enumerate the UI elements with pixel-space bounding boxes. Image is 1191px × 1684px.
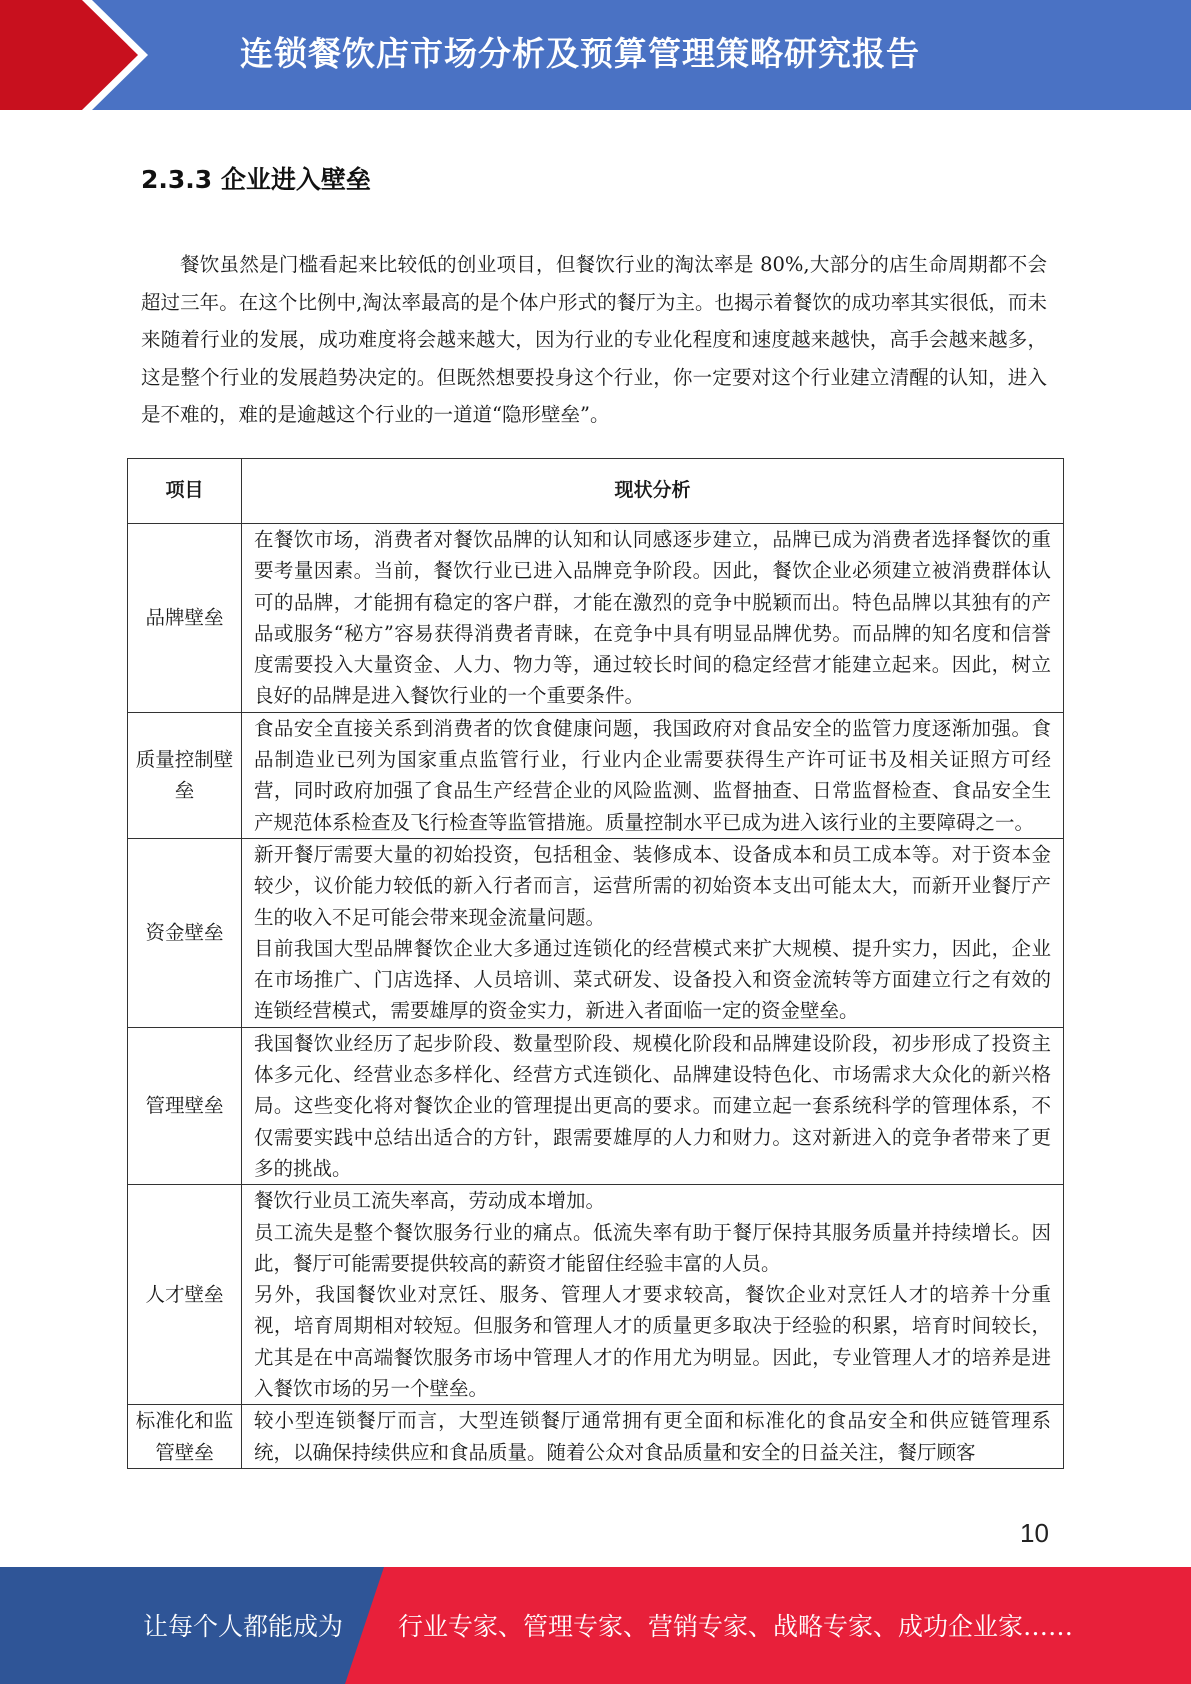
row-item-label: 标准化和监管壁垒 — [128, 1405, 242, 1469]
footer-slogan-right: 行业专家、管理专家、营销专家、战略专家、成功企业家…… — [398, 1612, 1074, 1641]
description-paragraph: 另外，我国餐饮业对烹饪、服务、管理人才要求较高，餐饮企业对烹饪人才的培养十分重视，培育周期相对较短。但服务和管理人才的质量更多取决于经验的积累，培育时间较长，尤其是在中高端餐饮服务市场中管理人才的作用尤为明显。因此，专业管理人才的培养是进入餐饮市场的另一个壁垒。 — [254, 1283, 1051, 1401]
row-description — [242, 1027, 1064, 1184]
table-header-row — [128, 459, 1064, 524]
table-row — [128, 1027, 1064, 1184]
row-description — [242, 1185, 1064, 1405]
table-row — [128, 1185, 1064, 1405]
row-item-label: 品牌壁垒 — [128, 524, 242, 713]
description-paragraph: 较小型连锁餐厅而言，大型连锁餐厅通常拥有更全面和标准化的食品安全和供应链管理系统，以确保持续供应和食品质量。随着公众对食品质量和安全的日益关注，餐厅顾客 — [254, 1409, 1051, 1464]
footer-slogan-left: 让每个人都能成为 — [143, 1612, 344, 1641]
page-number: 10 — [1020, 1518, 1049, 1548]
entry-barriers-table — [127, 458, 1064, 1469]
column-header-item: 项目 — [128, 459, 242, 524]
row-description — [242, 838, 1064, 1027]
description-paragraph: 我国餐饮业经历了起步阶段、数量型阶段、规模化阶段和品牌建设阶段，初步形成了投资主体多元化、经营业态多样化、经营方式连锁化、品牌建设特色化、市场需求大众化的新兴格局。这些变化将对餐饮企业的管理提出更高的要求。而建立起一套系统科学的管理体系，不仅需要实践中总结出适合的方针，跟需要雄厚的人力和财力。这对新进入的竞争者带来了更多的挑战。 — [254, 1031, 1051, 1180]
table-row — [128, 1405, 1064, 1469]
report-title: 连锁餐饮店市场分析及预算管理策略研究报告 — [240, 34, 920, 73]
intro-paragraph: 餐饮虽然是门槛看起来比较低的创业项目，但餐饮行业的淘汰率是 80%,大部分的店生命周期都不会超过三年。在这个比例中,淘汰率最高的是个体户形式的餐厅为主。也揭示着餐饮的成功率其实很低，而未来随着行业的发展，成功难度将会越来越大，因为行业的专业化程度和速度越来越快，高手会越来越多，这是整个行业的发展趋势决定的。但既然想要投身这个行业，你一定要对这个行业建立清醒的认知，进入是不难的，难的是逾越这个行业的一道道“隐形壁垒”。 — [141, 253, 1047, 426]
section-heading: 2.3.3 企业进入壁垒 — [141, 165, 371, 194]
row-item-label: 人才壁垒 — [128, 1185, 242, 1405]
header-banner — [0, 0, 1191, 110]
table-row — [128, 712, 1064, 838]
description-paragraph: 在餐饮市场，消费者对餐饮品牌的认知和认同感逐步建立，品牌已成为消费者选择餐饮的重要考量因素。当前，餐饮行业已进入品牌竞争阶段。因此，餐饮企业必须建立被消费群体认可的品牌，才能拥有稳定的客户群，才能在激烈的竞争中脱颖而出。特色品牌以其独有的产品或服务“秘方”容易获得消费者青睐，在竞争中具有明显品牌优势。而品牌的知名度和信誉度需要投入大量资金、人力、物力等，通过较长时间的稳定经营才能建立起来。因此，树立良好的品牌是进入餐饮行业的一个重要条件。 — [254, 528, 1051, 708]
table-row — [128, 524, 1064, 713]
description-paragraph: 员工流失是整个餐饮服务行业的痛点。低流失率有助于餐厅保持其服务质量并持续增长。因此，餐厅可能需要提供较高的薪资才能留住经验丰富的人员。 — [254, 1220, 1051, 1275]
row-item-label: 资金壁垒 — [128, 838, 242, 1027]
table-row — [128, 838, 1064, 1027]
row-description — [242, 1405, 1064, 1469]
description-paragraph: 目前我国大型品牌餐饮企业大多通过连锁化的经营模式来扩大规模、提升实力，因此，企业在市场推广、门店选择、人员培训、菜式研发、设备投入和资金流转等方面建立行之有效的连锁经营模式，需要雄厚的资金实力，新进入者面临一定的资金壁垒。 — [254, 936, 1051, 1023]
column-header-analysis: 现状分析 — [242, 459, 1064, 524]
row-description — [242, 712, 1064, 838]
description-paragraph: 餐饮行业员工流失率高，劳动成本增加。 — [254, 1189, 606, 1213]
row-item-label: 质量控制壁垒 — [128, 712, 242, 838]
description-paragraph: 新开餐厅需要大量的初始投资，包括租金、装修成本、设备成本和员工成本等。对于资本金较少，议价能力较低的新入行者而言，运营所需的初始资本支出可能太大，而新开业餐厅产生的收入不足可能会带来现金流量问题。 — [254, 842, 1051, 929]
footer-banner — [0, 1567, 1191, 1684]
row-description — [242, 524, 1064, 713]
row-item-label: 管理壁垒 — [128, 1027, 242, 1184]
description-paragraph: 食品安全直接关系到消费者的饮食健康问题，我国政府对食品安全的监管力度逐渐加强。食品制造业已列为国家重点监管行业，行业内企业需要获得生产许可证书及相关证照方可经营，同时政府加强了食品生产经营企业的风险监测、监督抽查、日常监督检查、食品安全生产规范体系检查及飞行检查等监管措施。质量控制水平已成为进入该行业的主要障碍之一。 — [254, 716, 1051, 834]
